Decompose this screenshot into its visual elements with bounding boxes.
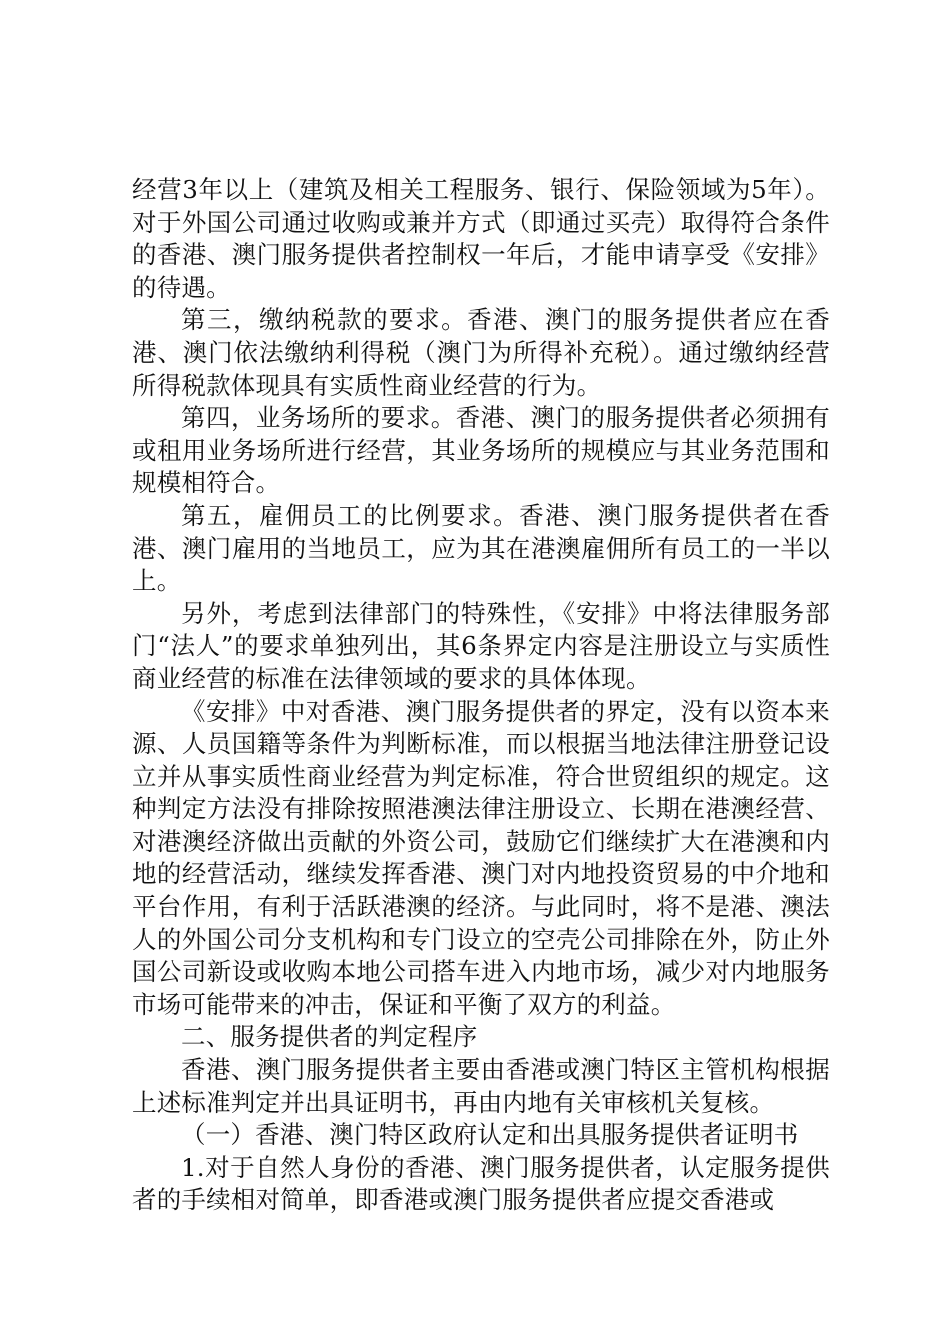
paragraph-definition-analysis: 《安排》中对香港、澳门服务提供者的界定，没有以资本来源、人员国籍等条件为判断标准，而以根据当地法律注册登记设立并从事实质性商业经营为判定标准，符合世贸组织的规定。这种判定方法没有排除按照港澳法律注册设立、长期在港澳经营、对港澳经济做出贡献的外资公司，鼓励它们继续扩大在港澳和内地的经营活动，继续发挥香港、澳门对内地投资贸易的中介地和平台作用，有利于活跃港澳的经济。与此同时，将不是港、澳法人的外国公司分支机构和专门设立的空壳公司排除在外，防止外国公司新设或收购本地公司搭车进入内地市场，减少对内地服务市场可能带来的冲击，保证和平衡了双方的利益。 [132,696,830,1019]
paragraph-employee-ratio: 第五，雇佣员工的比例要求。香港、澳门服务提供者在香港、澳门雇用的当地员工，应为其在港澳雇佣所有员工的一半以上。 [132,500,830,596]
paragraph-legal-services: 另外，考虑到法律部门的特殊性，《安排》中将法律服务部门“法人”的要求单独列出，其6条界定内容是注册设立与实质性商业经营的标准在法律领域的要求的具体体现。 [132,598,830,693]
document-body [132,174,830,1217]
subsection-heading-certification: （一）香港、澳门特区政府认定和出具服务提供者证明书 [181,1120,799,1150]
paragraph-business-premises: 第四，业务场所的要求。香港、澳门的服务提供者必须拥有或租用业务场所进行经营，其业务场所的规模应与其业务范围和规模相符合。 [132,403,830,498]
paragraph-natural-person: 1.对于自然人身份的香港、澳门服务提供者，认定服务提供者的手续相对简单，即香港或澳门服务提供者应提交香港或 [132,1152,830,1215]
section-heading-procedure: 二、服务提供者的判定程序 [181,1022,478,1052]
paragraph-procedure-intro: 香港、澳门服务提供者主要由香港或澳门特区主管机构根据上述标准判定并出具证明书，再由内地有关审核机关复核。 [132,1055,830,1117]
paragraph-operation-years: 经营3年以上（建筑及相关工程服务、银行、保险领域为5年）。对于外国公司通过收购或兼并方式（即通过买壳）取得符合条件的香港、澳门服务提供者控制权一年后，才能申请享受《安排》的待遇。 [132,175,830,302]
paragraph-tax-requirement: 第三，缴纳税款的要求。香港、澳门的服务提供者应在香港、澳门依法缴纳利得税（澳门为所得补充税）。通过缴纳经营所得税款体现具有实质性商业经营的行为。 [132,305,830,400]
